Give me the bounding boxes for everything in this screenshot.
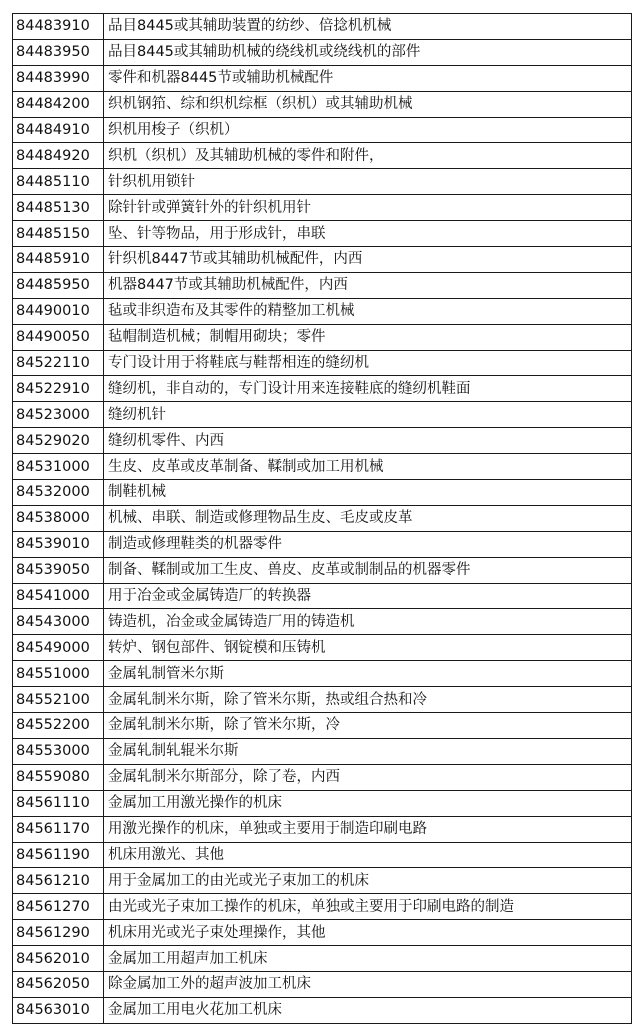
hs-code-cell: 84561110 — [13, 790, 104, 816]
hs-code-cell: 84485950 — [13, 272, 104, 298]
description-cell: 专门设计用于将鞋底与鞋帮相连的缝纫机 — [104, 350, 632, 376]
table-row — [13, 505, 632, 531]
description-cell: 品目8445或其辅助装置的纺纱、倍捻机机械 — [104, 14, 632, 40]
description-cell: 机械、串联、制造或修理物品生皮、毛皮或皮革 — [104, 505, 632, 531]
table-row — [13, 764, 632, 790]
description-cell: 金属轧制管米尔斯 — [104, 661, 632, 687]
description-cell: 金属加工用激光操作的机床 — [104, 790, 632, 816]
hs-code-cell: 84531000 — [13, 454, 104, 480]
description-cell: 织机（织机）及其辅助机械的零件和附件， — [104, 143, 632, 169]
hs-code-cell: 84559080 — [13, 764, 104, 790]
hs-code-cell: 84490010 — [13, 298, 104, 324]
description-cell: 金属轧制米尔斯，除了管米尔斯，冷 — [104, 713, 632, 739]
description-cell: 坠、针等物品，用于形成针，串联 — [104, 221, 632, 247]
description-cell: 织机钢筘、综和织机综框（织机）或其辅助机械 — [104, 91, 632, 117]
table-row — [13, 868, 632, 894]
hs-code-cell: 84539010 — [13, 531, 104, 557]
table-row — [13, 842, 632, 868]
table-row — [13, 635, 632, 661]
table-row — [13, 997, 632, 1023]
description-cell: 缝纫机零件、内西 — [104, 428, 632, 454]
table-row — [13, 687, 632, 713]
hs-code-cell: 84485150 — [13, 221, 104, 247]
table-row — [13, 402, 632, 428]
table-row — [13, 324, 632, 350]
table-row — [13, 531, 632, 557]
hs-code-cell: 84562050 — [13, 971, 104, 997]
hs-code-cell: 84532000 — [13, 480, 104, 506]
table-row — [13, 169, 632, 195]
description-cell: 用激光操作的机床，单独或主要用于制造印刷电路 — [104, 816, 632, 842]
table-row — [13, 428, 632, 454]
description-cell: 除针针或弹簧针外的针织机用针 — [104, 195, 632, 221]
description-cell: 零件和机器8445节或辅助机械配件 — [104, 65, 632, 91]
table-row — [13, 143, 632, 169]
table-row — [13, 971, 632, 997]
table-row — [13, 298, 632, 324]
hs-code-cell: 84552100 — [13, 687, 104, 713]
description-cell: 由光或光子束加工操作的机床，单独或主要用于印刷电路的制造 — [104, 894, 632, 920]
description-cell: 机床用激光、其他 — [104, 842, 632, 868]
hs-code-cell: 84561170 — [13, 816, 104, 842]
table-row — [13, 946, 632, 972]
table-row — [13, 91, 632, 117]
description-cell: 针织机用锁针 — [104, 169, 632, 195]
table-row — [13, 480, 632, 506]
hs-code-cell: 84539050 — [13, 557, 104, 583]
hs-code-cell: 84490050 — [13, 324, 104, 350]
description-cell: 品目8445或其辅助机械的绕线机或绕线机的部件 — [104, 39, 632, 65]
hs-code-cell: 84551000 — [13, 661, 104, 687]
table-row — [13, 221, 632, 247]
table-row — [13, 65, 632, 91]
description-cell: 用于冶金或金属铸造厂的转换器 — [104, 583, 632, 609]
description-cell: 铸造机，冶金或金属铸造厂用的铸造机 — [104, 609, 632, 635]
table-row — [13, 557, 632, 583]
table-row — [13, 609, 632, 635]
hs-code-cell: 84563010 — [13, 997, 104, 1023]
hs-code-cell: 84529020 — [13, 428, 104, 454]
hs-code-cell: 84543000 — [13, 609, 104, 635]
description-cell: 金属轧制米尔斯部分，除了卷，内西 — [104, 764, 632, 790]
hs-code-cell: 84485130 — [13, 195, 104, 221]
hs-code-cell: 84523000 — [13, 402, 104, 428]
description-cell: 制备、鞣制或加工生皮、兽皮、皮革或制制品的机器零件 — [104, 557, 632, 583]
description-cell: 织机用梭子（织机） — [104, 117, 632, 143]
table-row — [13, 713, 632, 739]
description-cell: 缝纫机针 — [104, 402, 632, 428]
hs-code-cell: 84483910 — [13, 14, 104, 40]
hs-code-cell: 84561190 — [13, 842, 104, 868]
description-cell: 转炉、钢包部件、钢锭模和压铸机 — [104, 635, 632, 661]
hs-code-cell: 84552200 — [13, 713, 104, 739]
table-row — [13, 39, 632, 65]
description-cell: 金属加工用超声加工机床 — [104, 946, 632, 972]
hs-code-cell: 84553000 — [13, 738, 104, 764]
tariff-code-table — [12, 13, 632, 1024]
description-cell: 除金属加工外的超声波加工机床 — [104, 971, 632, 997]
hs-code-cell: 84541000 — [13, 583, 104, 609]
hs-code-cell: 84522910 — [13, 376, 104, 402]
table-row — [13, 454, 632, 480]
description-cell: 机器8447节或其辅助机械配件，内西 — [104, 272, 632, 298]
description-cell: 生皮、皮革或皮革制备、鞣制或加工用机械 — [104, 454, 632, 480]
table-row — [13, 894, 632, 920]
table-row — [13, 790, 632, 816]
hs-code-cell: 84483950 — [13, 39, 104, 65]
hs-code-cell: 84538000 — [13, 505, 104, 531]
hs-code-cell: 84549000 — [13, 635, 104, 661]
hs-code-cell: 84483990 — [13, 65, 104, 91]
table-row — [13, 376, 632, 402]
table-row — [13, 816, 632, 842]
hs-code-cell: 84562010 — [13, 946, 104, 972]
table-row — [13, 920, 632, 946]
table-row — [13, 117, 632, 143]
description-cell: 缝纫机，非自动的，专门设计用来连接鞋底的缝纫机鞋面 — [104, 376, 632, 402]
hs-code-cell: 84485110 — [13, 169, 104, 195]
description-cell: 针织机8447节或其辅助机械配件，内西 — [104, 247, 632, 273]
hs-code-cell: 84561210 — [13, 868, 104, 894]
description-cell: 制鞋机械 — [104, 480, 632, 506]
table-row — [13, 661, 632, 687]
table-row — [13, 350, 632, 376]
description-cell: 金属轧制轧辊米尔斯 — [104, 738, 632, 764]
description-cell: 用于金属加工的由光或光子束加工的机床 — [104, 868, 632, 894]
table-row — [13, 247, 632, 273]
hs-code-cell: 84522110 — [13, 350, 104, 376]
description-cell: 金属加工用电火花加工机床 — [104, 997, 632, 1023]
description-cell: 机床用光或光子束处理操作，其他 — [104, 920, 632, 946]
hs-code-cell: 84485910 — [13, 247, 104, 273]
hs-code-cell: 84484920 — [13, 143, 104, 169]
hs-code-cell: 84561290 — [13, 920, 104, 946]
table-row — [13, 195, 632, 221]
hs-code-cell: 84484910 — [13, 117, 104, 143]
hs-code-cell: 84561270 — [13, 894, 104, 920]
description-cell: 金属轧制米尔斯，除了管米尔斯，热或组合热和冷 — [104, 687, 632, 713]
description-cell: 毡或非织造布及其零件的精整加工机械 — [104, 298, 632, 324]
table-row — [13, 583, 632, 609]
table-row — [13, 738, 632, 764]
table-row — [13, 14, 632, 40]
hs-code-cell: 84484200 — [13, 91, 104, 117]
description-cell: 制造或修理鞋类的机器零件 — [104, 531, 632, 557]
description-cell: 毡帽制造机械；制帽用砌块；零件 — [104, 324, 632, 350]
table-row — [13, 272, 632, 298]
table-body — [13, 14, 632, 1024]
